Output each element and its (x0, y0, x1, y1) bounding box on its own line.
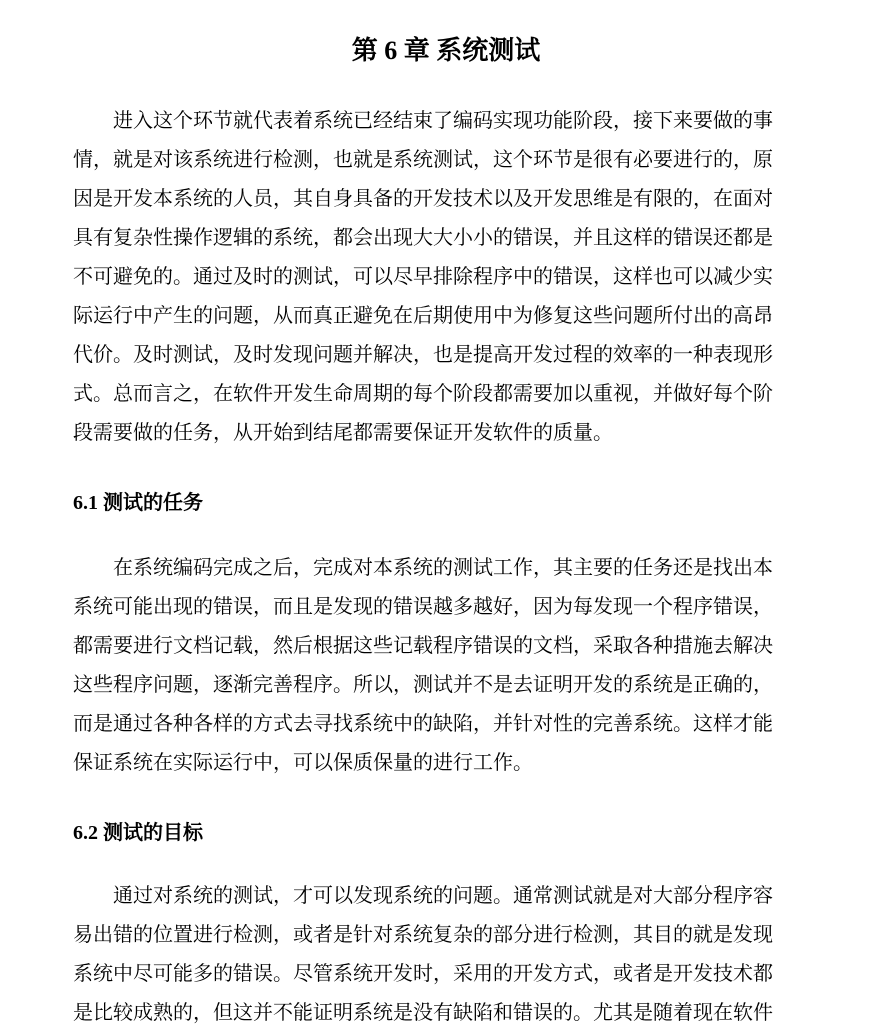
text-line: 而是通过各种各样的方式去寻找系统中的缺陷，并针对性的完善系统。这样才能 (73, 711, 773, 735)
text-line: 系统可能出现的错误，而且是发现的错误越多越好，因为每发现一个程序错误， (73, 594, 773, 618)
section-heading-6-2: 6.2 测试的目标 (73, 822, 203, 844)
text-line: 代价。及时测试，及时发现问题并解决，也是提高开发过程的效率的一种表现形 (73, 342, 773, 366)
text-line: 因是开发本系统的人员，其自身具备的开发技术以及开发思维是有限的，在面对 (73, 186, 773, 210)
text-line: 系统中尽可能多的错误。尽管系统开发时，采用的开发方式，或者是开发技术都 (73, 961, 773, 985)
text-line: 式。总而言之，在软件开发生命周期的每个阶段都需要加以重视，并做好每个阶 (73, 381, 773, 405)
text-line: 易出错的位置进行检测，或者是针对系统复杂的部分进行检测，其目的就是发现 (73, 922, 773, 946)
text-line: 际运行中产生的问题，从而真正避免在后期使用中为修复这些问题所付出的高昂 (73, 303, 773, 327)
text-line: 具有复杂性操作逻辑的系统，都会出现大大小小的错误，并且这样的错误还都是 (73, 225, 773, 249)
text-line: 在系统编码完成之后，完成对本系统的测试工作，其主要的任务还是找出本 (113, 555, 773, 579)
section-heading-6-1: 6.1 测试的任务 (73, 492, 203, 514)
text-line: 不可避免的。通过及时的测试，可以尽早排除程序中的错误，这样也可以减少实 (73, 264, 773, 288)
text-line: 这些程序问题，逐渐完善程序。所以，测试并不是去证明开发的系统是正确的， (73, 672, 773, 696)
text-line: 都需要进行文档记载，然后根据这些记载程序错误的文档，采取各种措施去解决 (73, 633, 773, 657)
text-line: 段需要做的任务，从开始到结尾都需要保证开发软件的质量。 (73, 420, 613, 444)
text-line: 是比较成熟的，但这并不能证明系统是没有缺陷和错误的。尤其是随着现在软件 (73, 1000, 773, 1024)
text-line: 情，就是对该系统进行检测，也就是系统测试，这个环节是很有必要进行的，原 (73, 147, 773, 171)
text-line: 保证系统在实际运行中，可以保质保量的进行工作。 (73, 750, 533, 774)
chapter-title: 第 6 章 系统测试 (351, 36, 541, 65)
text-line: 进入这个环节就代表着系统已经结束了编码实现功能阶段，接下来要做的事 (113, 108, 773, 132)
text-line: 通过对系统的测试，才可以发现系统的问题。通常测试就是对大部分程序容 (113, 883, 773, 907)
